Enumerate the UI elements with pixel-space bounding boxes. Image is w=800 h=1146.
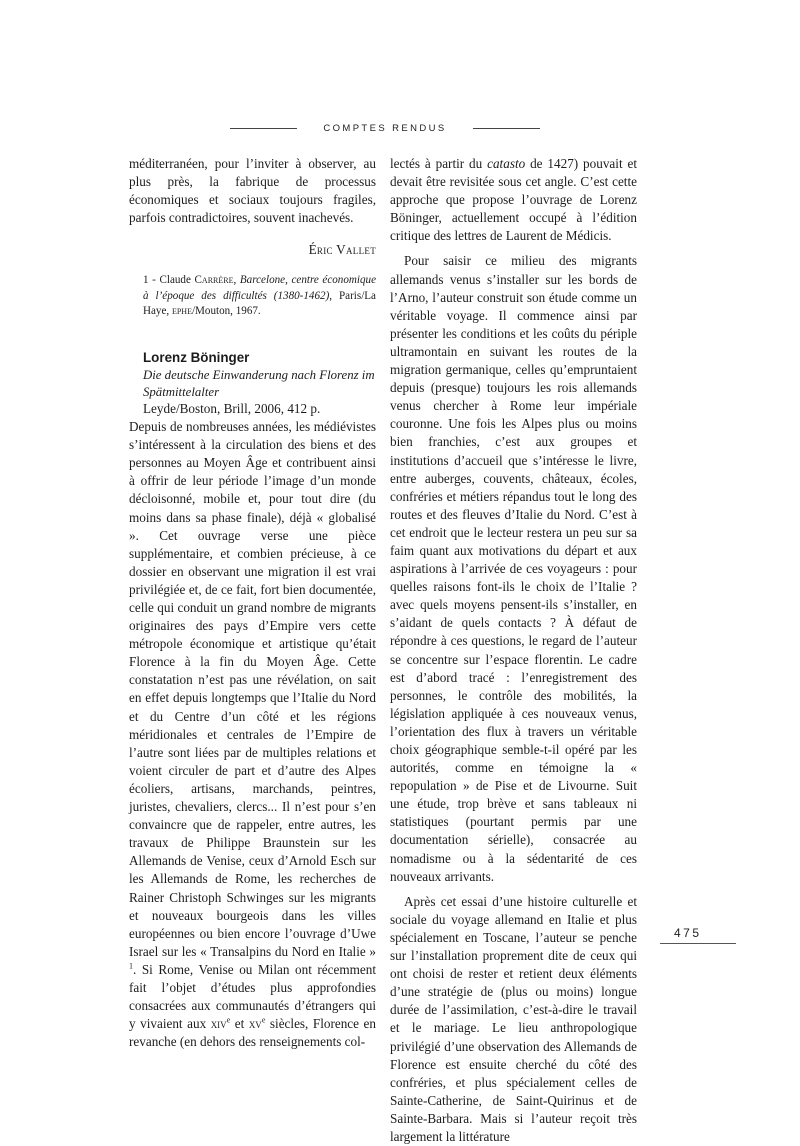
footnote-publisher-a: , Paris/La Haye, (143, 289, 376, 317)
body-text-a: Depuis de nombreuses années, les médiévistes s’intéressent à la circulation des biens et des personnes au Moyen Âge et contribuent ainsi à offrir de leur période l’image d’un monde décloisonné, mobile et, pour tout dire (du moins dans sa phase finale), déjà « globalisé ». Cet ouvrage verse une pièce supplémentaire, et combien précieuse, à ce dossier en observant une migration il est vrai privilégiée et, de ce fait, fort bien documentée, celle qui conduit un grand nombre de migrants originaires des pays d’Empire vers cette métropole économique et artistique qu’était Florence à la fin du Moyen Âge. Cette constatation n’est pas une révélation, on sait en effet depuis longtemps que l’Italie du Nord et du Centre d’un côté et les régions méridionales et centrales de l’Empire de l’autre sont liées par de multiples relations et voient circuler de part et d’autre des Alpes écoliers, artisans, marchands, peintres, juristes, chevaliers, clercs... Il n’est pour s’en convaincre que de rappeler, entre autres, les travaux de Philippe Braunstein sur les Allemands de Venise, ceux d’Arnold Esch sur les Allemands de Rome, les recherches de Rainer Christoph Schwinges sur les migrants et nouveaux bourgeois dans les villes européennes ou bien encore l’ouvrage d’Uwe Israel sur les « Transalpins du Nord en Italie » (129, 419, 376, 959)
review-body-paragraph-1-cont (390, 155, 637, 245)
right-p1-catasto: catasto (487, 156, 526, 171)
body-text-c: et (230, 1016, 249, 1032)
right-p1-a: lectés à partir du (390, 156, 488, 171)
century-15: xv (248, 1016, 262, 1032)
book-publication: Leyde/Boston, Brill, 2006, 412 p. (143, 401, 321, 417)
footnote-ref: 1 (129, 961, 133, 971)
review-body-paragraph-3: Après cet essai d’une histoire culturelle et sociale du voyage allemand en Italie et plus spécialement en Toscane, l’auteur se penche sur l’installation proprement dite de ceux qui ont choisi de rester et retient deux éléments d’une stratégie de (plus ou moins) longue durée de l’assimilation, c’est-à-dire le travail et le mariage. Le lieu anthropologique privilégié d’une observation des Allemands de Florence est ensuite cherché du côté des confréries, et plus spécialement celles de Sainte-Catherine, de Saint-Quirinus et de Sainte-Barbara. Mais si l’auteur reçoit très largement la littérature (390, 893, 637, 1144)
footnote-number: 1 - Claude (143, 274, 195, 287)
century-14-sup: e (226, 1015, 231, 1025)
body-text-b: . Si Rome, Venise ou Milan ont récemment fait l’objet d’études plus approfondies consacrées aux communautés d’étrangers qui y vivaient aux (129, 961, 376, 1032)
running-head-rule-left (230, 128, 297, 129)
footnote-publisher-b: /Mouton, 1967. (191, 304, 261, 317)
footnote-sep: , (233, 274, 240, 287)
footnote-title: Barcelone, centre économique à l’époque des difficultés (1380-1462) (143, 274, 377, 302)
page-number: 475 (660, 926, 736, 944)
book-reference (129, 349, 376, 418)
century-15-sup: e (261, 1015, 266, 1025)
review-body-paragraph-1 (129, 418, 376, 1051)
running-head-title: COMPTES RENDUS (323, 122, 447, 134)
left-column (129, 155, 376, 1051)
book-author: Lorenz Böninger (143, 350, 250, 366)
century-14: xiv (210, 1016, 227, 1032)
footnote-author: Carrère (194, 274, 234, 287)
previous-review-ending: méditerranéen, pour l’inviter à observer, au plus près, la fabrique de processus économiques et sociaux toujours fragiles, parfois contradictoires, souvent inachevés. (129, 156, 376, 226)
footnote (129, 273, 376, 319)
book-title: Die deutsche Einwanderung nach Florenz im Spätmittelalter (143, 368, 375, 399)
right-p1-b: de 1427) pouvait et devait être revisitée sous cet angle. C’est cette approche que propose l’ouvrage de Lorenz Böninger, actuellement occupé à l’édition critique des lettres de Laurent de Médicis. (390, 156, 637, 244)
body-text-d: siècles, Florence en revanche (en dehors des renseignements col- (129, 1016, 376, 1050)
right-column (390, 155, 637, 1146)
footnote-publisher-sc: ephe (171, 304, 192, 317)
running-head (230, 120, 540, 136)
review-signature: Éric Vallet (308, 242, 376, 258)
review-body-paragraph-2: Pour saisir ce milieu des migrants allemands venus s’installer sur les bords de l’Arno, l’auteur construit son étude comme un véritable voyage. Il commence ainsi par présenter les conditions et les coûts du périple ultramontain en suivant les routes de la migration germanique, celles qu’empruntaient depuis (presque) toujours les rois allemands venus chercher à Rome leur impériale couronne. Une fois les Alpes plus ou moins bien franchies, c’est aux groupes et institutions d’accueil que s’intéresse le livre, entre auberges, couvents, châteaux, écoles, confréries et métiers répandus tout le long des routes et des fleuves d’Italie du Nord. C’est à cet endroit que le lecteur restera un peu sur sa faim quant aux motivations du départ et aux aspirations à l’arrivée de ces voyageurs : pour quelles raisons font-ils le choix de l’Italie ? avec quels moyens pensent-ils s’installer, en s’aidant de quels contacts ? À défaut de répondre à ces questions, le regard de l’auteur se concentre sur l’espace florentin. Le cadre est d’abord tracé : l’enregistrement des personnes, le contrôle des mobilités, la législation appliquée à ces nouveaux venus, l’orientation des flux à travers un véritable choix géographique semble-t-il opéré par les autorités, comme en témoigne la « repopulation » de Pise et de Livourne. Suit une étude, trop brève et sans tableaux ni statistiques (pourtant permis par une documentation sérielle), consacrée au nomadisme ou à la sédentarité de ces nouveaux arrivants. (390, 253, 637, 884)
running-head-rule-right (473, 128, 540, 129)
